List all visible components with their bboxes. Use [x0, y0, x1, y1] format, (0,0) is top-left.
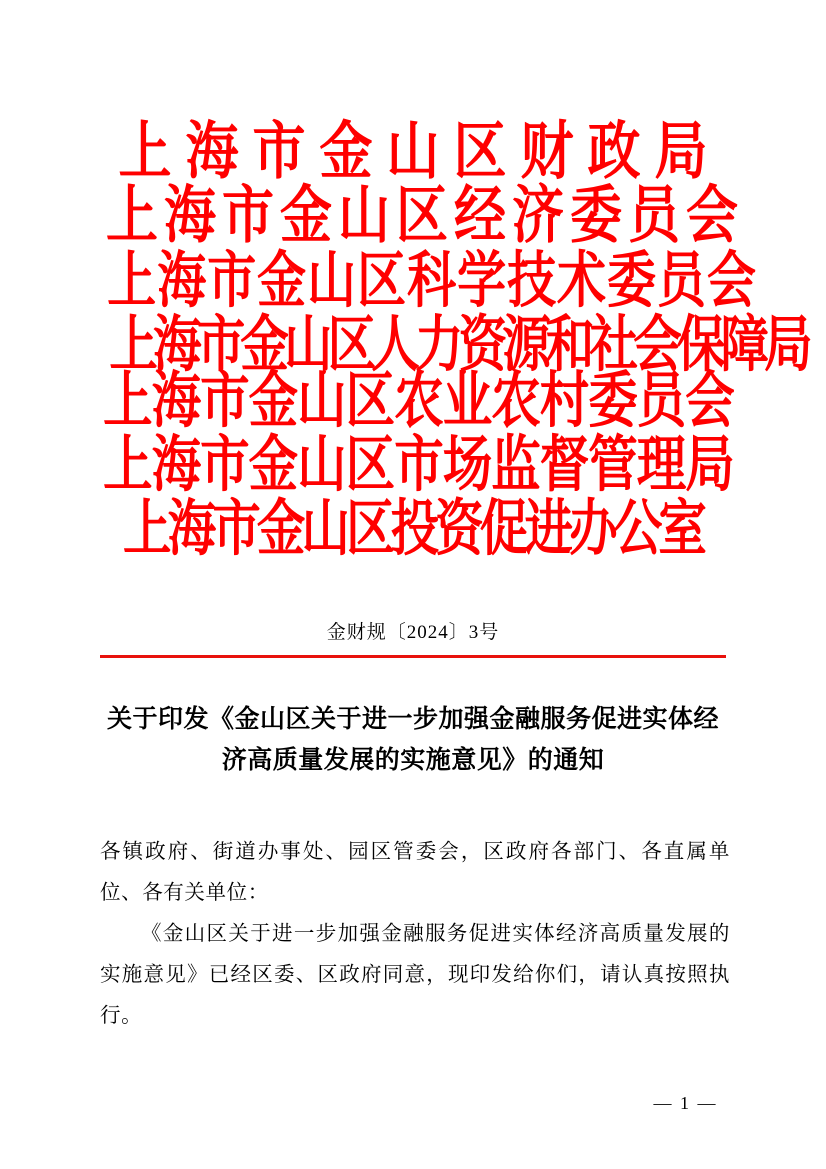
- letterhead-line-1: 上海市金山区财政局: [118, 118, 722, 187]
- letterhead-line-7: 上海市金山区投资促进办公室: [122, 494, 704, 563]
- page-title: 关于印发《金山区关于进一步加强金融服务促进实体经济高质量发展的实施意见》的通知: [106, 706, 719, 774]
- letterhead-line-6: 上海市金山区市场监督管理局: [103, 430, 734, 499]
- document-body: [100, 832, 730, 1037]
- letterhead-line-3: 上海市金山区科学技术委员会: [107, 246, 757, 315]
- letterhead-line-5: 上海市金山区农业农村委员会: [103, 366, 734, 435]
- page-number-value: — 1 —: [653, 1093, 718, 1113]
- paragraph-main: 《金山区关于进一步加强金融服务促进实体经济高质量发展的实施意见》已经区委、区政府同意，现印发给你们，请认真按照执行。: [100, 923, 730, 1027]
- page-number: [0, 1093, 826, 1114]
- letterhead-line-2: 上海市金山区经济委员会: [106, 182, 745, 251]
- paragraph-recipients: 各镇政府、街道办事处、园区管委会，区政府各部门、各直属单位、各有关单位：: [100, 841, 730, 904]
- document-number: 金财规〔2024〕3号: [326, 622, 500, 643]
- letterhead: [100, 0, 808, 563]
- letterhead-line-4: 上海市金山区人力资源和社会保障局: [109, 310, 808, 379]
- red-separator-rule: [100, 655, 726, 658]
